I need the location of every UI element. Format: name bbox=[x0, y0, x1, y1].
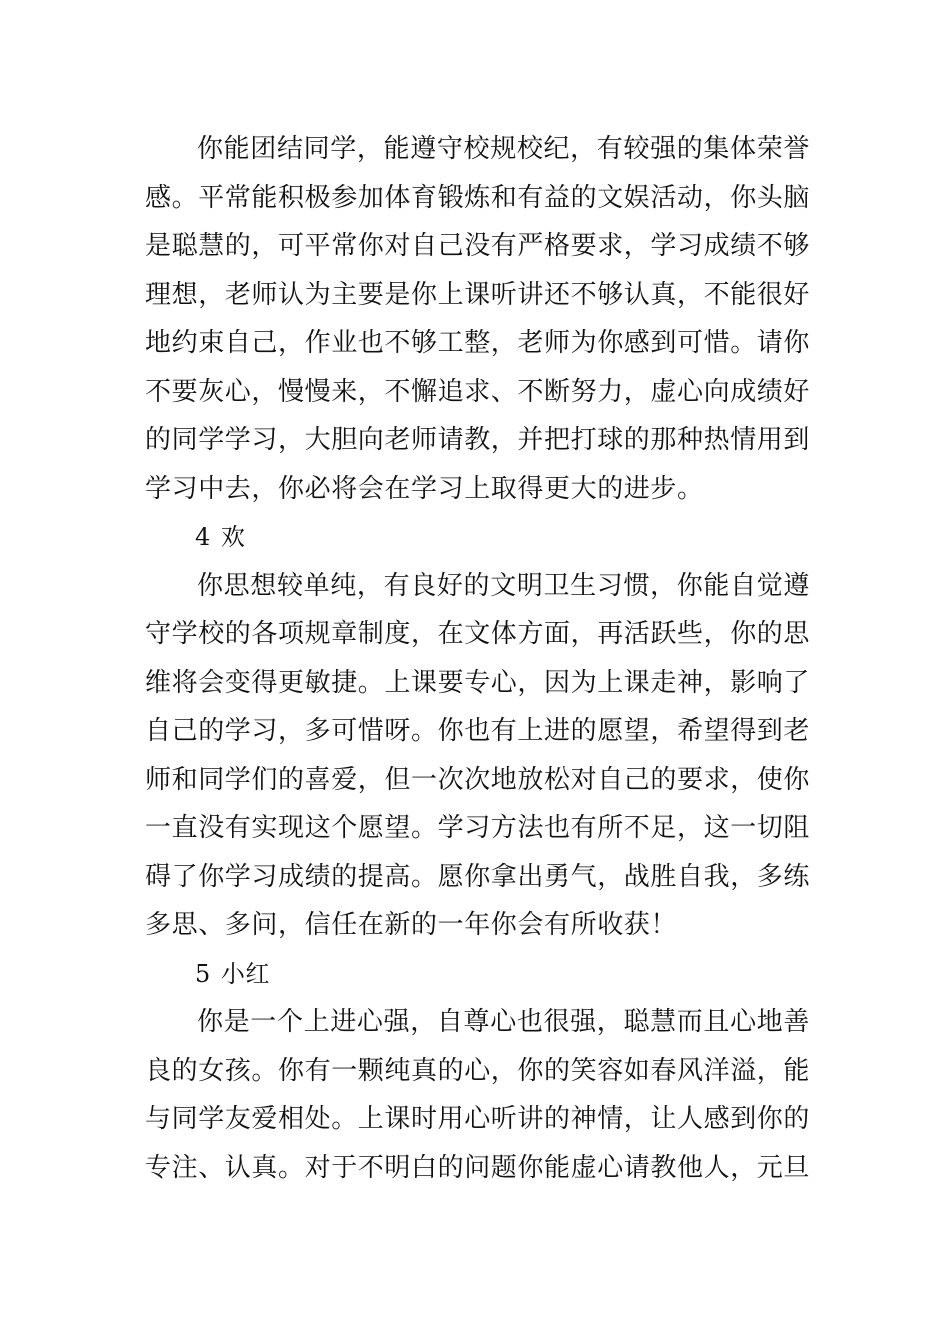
student-heading bbox=[145, 513, 810, 562]
student-heading bbox=[145, 950, 810, 999]
student-name: 欢 bbox=[220, 523, 246, 551]
student-number: 4 bbox=[195, 523, 211, 551]
student-number: 5 bbox=[195, 959, 211, 988]
comment-paragraph: 你能团结同学，能遵守校规校纪，有较强的集体荣誉感。平常能积极参加体育锻炼和有益的文娱活动，你头脑是聪慧的，可平常你对自己没有严格要求，学习成绩不够理想，老师认为主要是你上课听讲还不够认真，不能很好地约束自己，作业也不够工整，老师为你感到可惜。请你不要灰心，慢慢来，不懈追求、不断努力，虚心向成绩好的同学学习，大胆向老师请教，并把打球的那种热情用到学习中去，你必将会在学习上取得更大的进步。 bbox=[145, 134, 811, 504]
comment-paragraph: 你是一个上进心强，自尊心也很强，聪慧而且心地善良的女孩。你有一颗纯真的心，你的笑容如春风洋溢，能与同学友爱相处。上课时用心听讲的神情，让人感到你的专注、认真。对于不明白的问题你能虚心请教他人，元旦 bbox=[145, 1007, 811, 1183]
document-body bbox=[145, 125, 810, 1192]
student-name: 小红 bbox=[220, 959, 271, 988]
comment-paragraph: 你思想较单纯，有良好的文明卫生习惯，你能自觉遵守学校的各项规章制度，在文体方面，再活跃些，你的思维将会变得更敏捷。上课要专心，因为上课走神，影响了自己的学习，多可惜呀。你也有上进的愿望，希望得到老师和同学们的喜爱，但一次次地放松对自己的要求，使你一直没有实现这个愿望。学习方法也有所不足，这一切阻碍了你学习成绩的提高。愿你拿出勇气，战胜自我，多练多思、多问，信任在新的一年你会有所收获！ bbox=[145, 570, 811, 940]
